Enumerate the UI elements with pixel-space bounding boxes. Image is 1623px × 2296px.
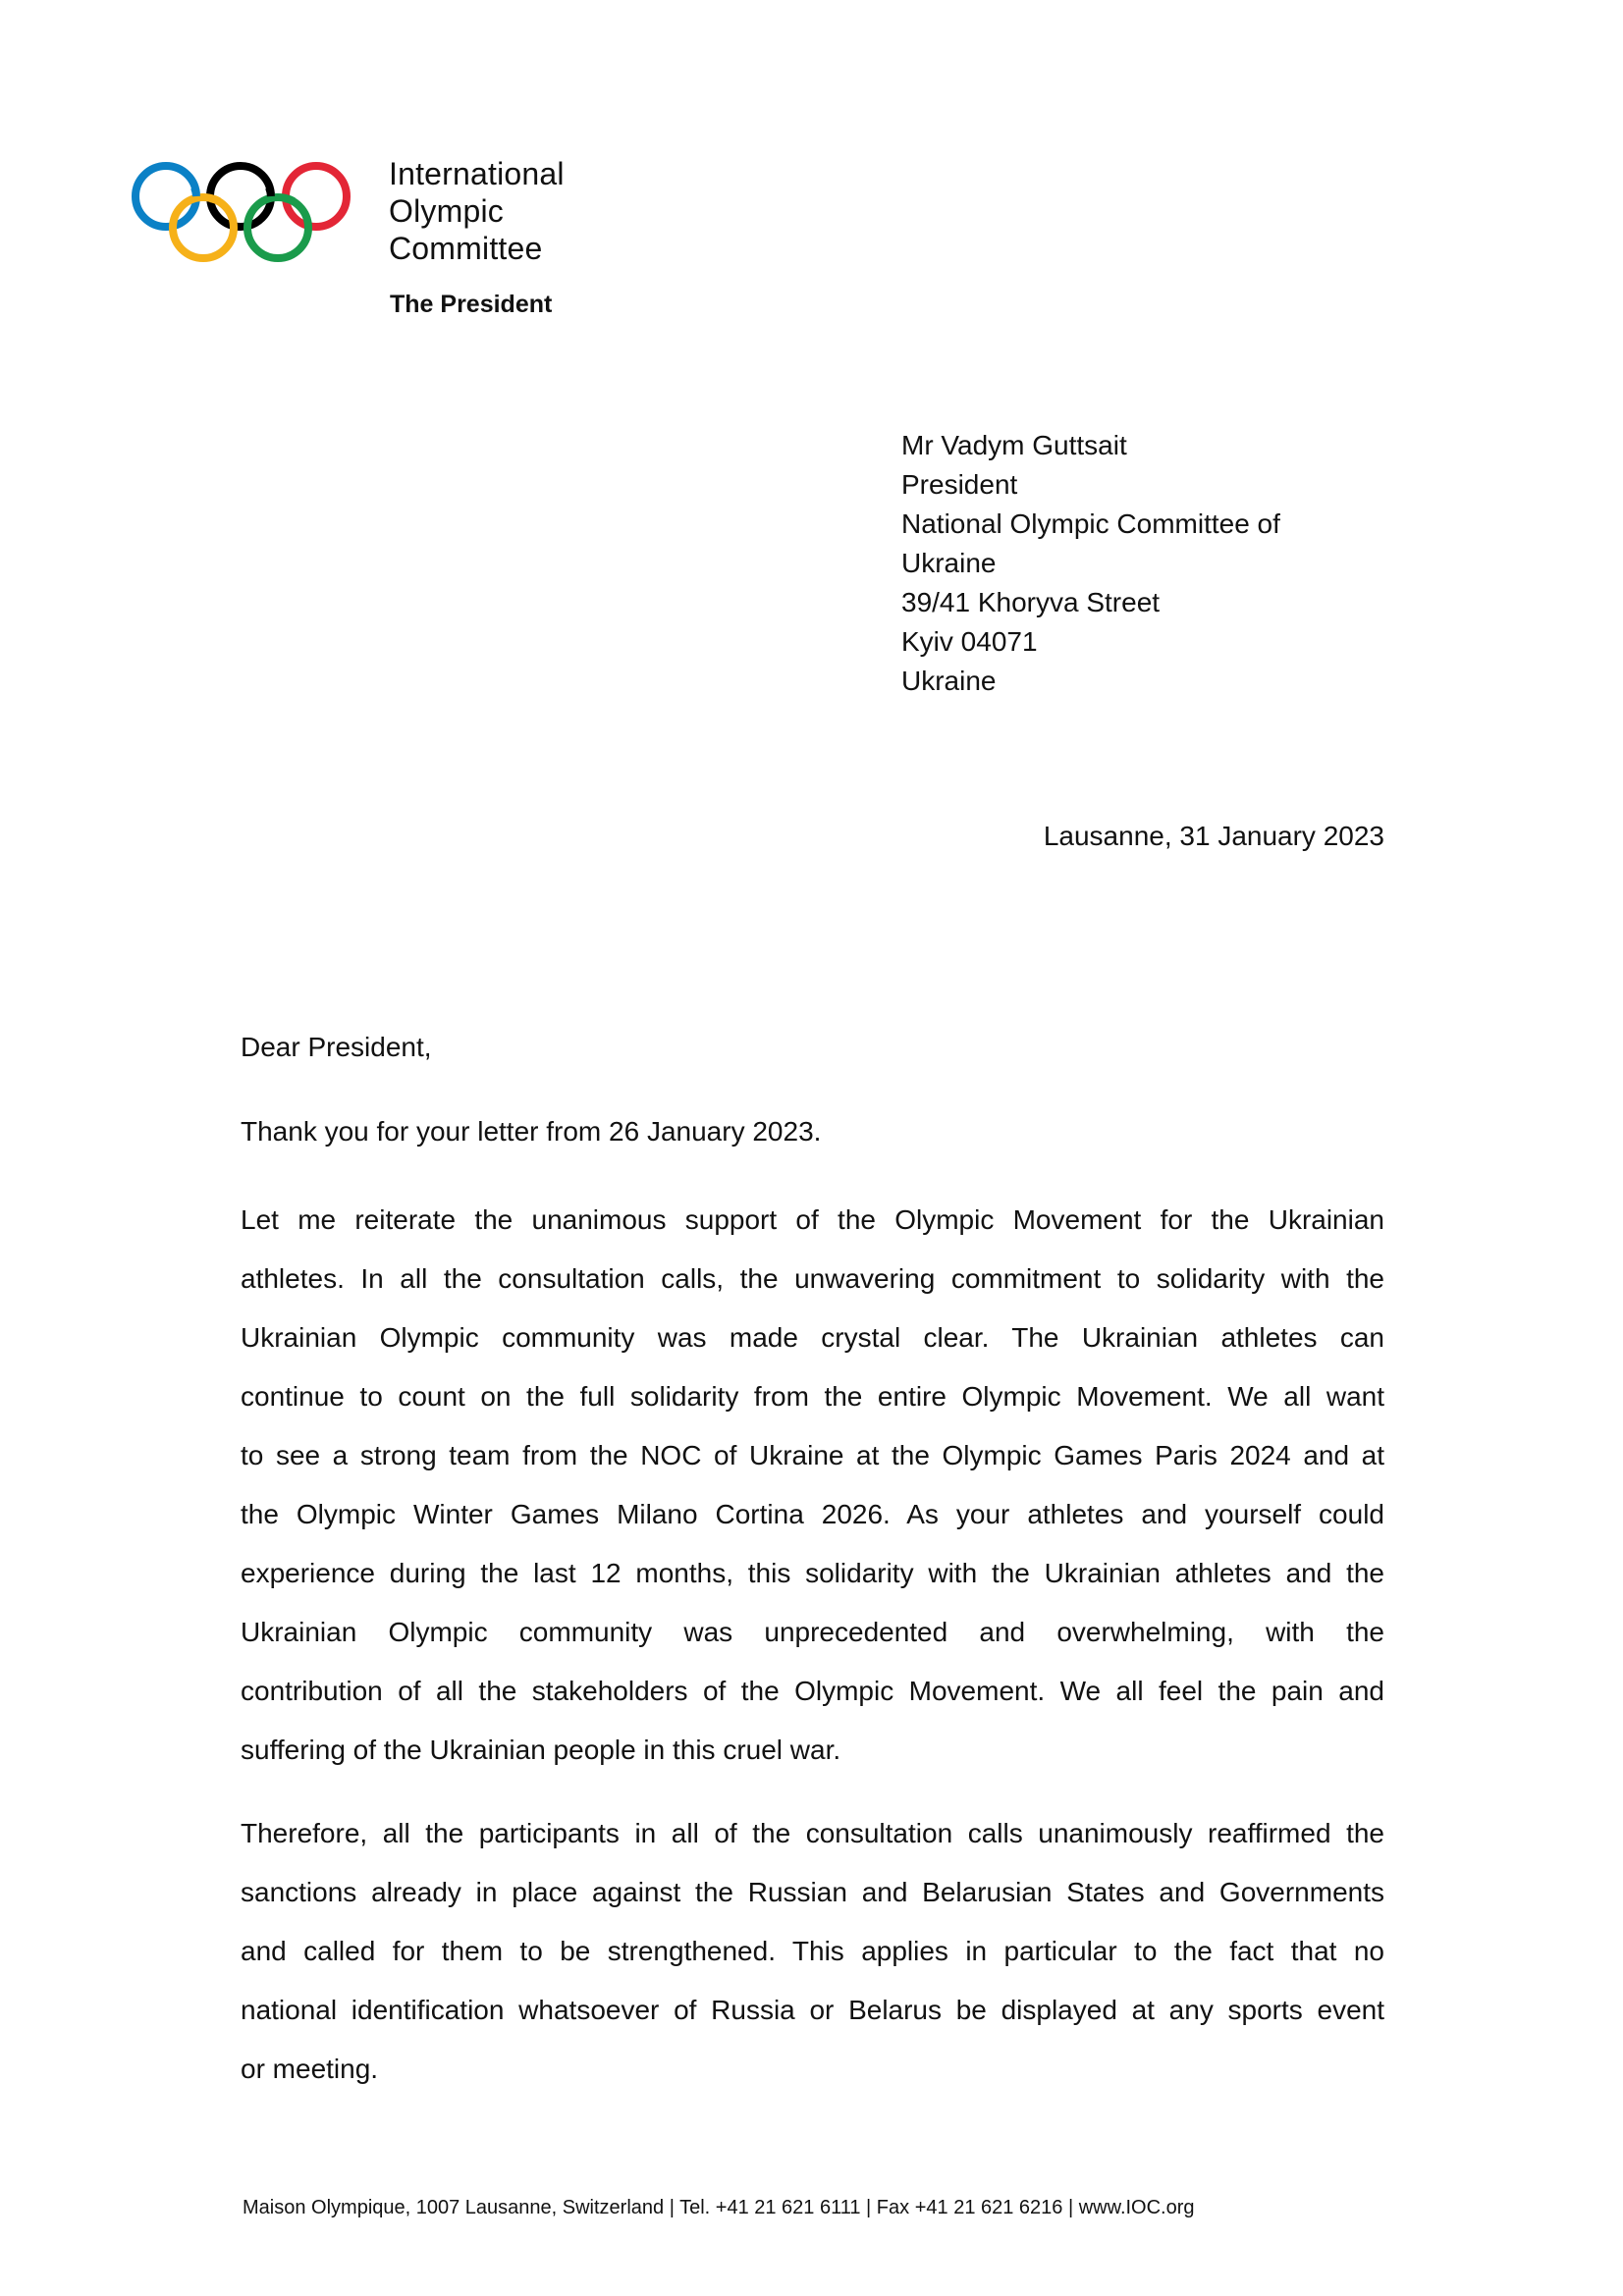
recipient-name: Mr Vadym Guttsait <box>901 430 1127 460</box>
intro-sentence: Thank you for your letter from 26 January 2023. <box>241 1116 822 1147</box>
recipient-organization: National Olympic Committee of <box>901 508 1280 539</box>
paragraph-line: sanctions already in place against the Russian and Belarusian States and Governments <box>241 1877 1384 1907</box>
letter-date: Lausanne, 31 January 2023 <box>1043 821 1384 851</box>
paragraph-line: athletes. In all the consultation calls, the unwavering commitment to solidarity with the <box>241 1263 1384 1294</box>
paragraph-line: experience during the last 12 months, this solidarity with the Ukrainian athletes and the <box>241 1558 1384 1588</box>
paragraph-line: continue to count on the full solidarity from the entire Olympic Movement. We all want <box>241 1381 1384 1412</box>
paragraph-line: Therefore, all the participants in all of the consultation calls unanimously reaffirmed the <box>241 1818 1384 1848</box>
paragraph-line: Let me reiterate the unanimous support of the Olympic Movement for the Ukrainian <box>241 1204 1384 1235</box>
paragraph-line: Ukrainian Olympic community was made crystal clear. The Ukrainian athletes can <box>241 1322 1384 1353</box>
recipient-country: Ukraine <box>901 666 997 696</box>
recipient-title: President <box>901 469 1018 500</box>
paragraph-line: national identification whatsoever of Russia or Belarus be displayed at any sports event <box>241 1995 1384 2025</box>
body-paragraph <box>241 1804 1384 2099</box>
paragraph-line: to see a strong team from the NOC of Ukraine at the Olympic Games Paris 2024 and at <box>241 1440 1384 1470</box>
letterhead-subtitle: The President <box>390 291 553 318</box>
olympic-rings-icon <box>123 152 368 275</box>
paragraph-line: contribution of all the stakeholders of the Olympic Movement. We all feel the pain and <box>241 1676 1384 1706</box>
paragraph-line: and called for them to be strengthened. This applies in particular to the fact that no <box>241 1936 1384 1966</box>
recipient-address <box>901 426 1280 701</box>
organization-name-line: Olympic <box>389 193 504 229</box>
recipient-street: 39/41 Khoryva Street <box>901 587 1161 617</box>
paragraph-line: suffering of the Ukrainian people in this cruel war. <box>241 1735 841 1765</box>
salutation: Dear President, <box>241 1032 432 1062</box>
organization-name-line: Committee <box>389 231 543 266</box>
paragraph-line: Ukrainian Olympic community was unprecedented and overwhelming, with the <box>241 1617 1384 1647</box>
letter-footer: Maison Olympique, 1007 Lausanne, Switzerland | Tel. +41 21 621 6111 | Fax +41 21 621 6216 | www.IOC.org <box>243 2197 1195 2218</box>
paragraph-line: or meeting. <box>241 2054 379 2084</box>
organization-name <box>389 155 565 267</box>
organization-name-line: International <box>389 156 565 191</box>
recipient-city: Kyiv 04071 <box>901 626 1038 657</box>
body-paragraph <box>241 1191 1384 1780</box>
paragraph-line: the Olympic Winter Games Milano Cortina 2026. As your athletes and yourself could <box>241 1499 1384 1529</box>
recipient-organization-cont: Ukraine <box>901 548 997 578</box>
